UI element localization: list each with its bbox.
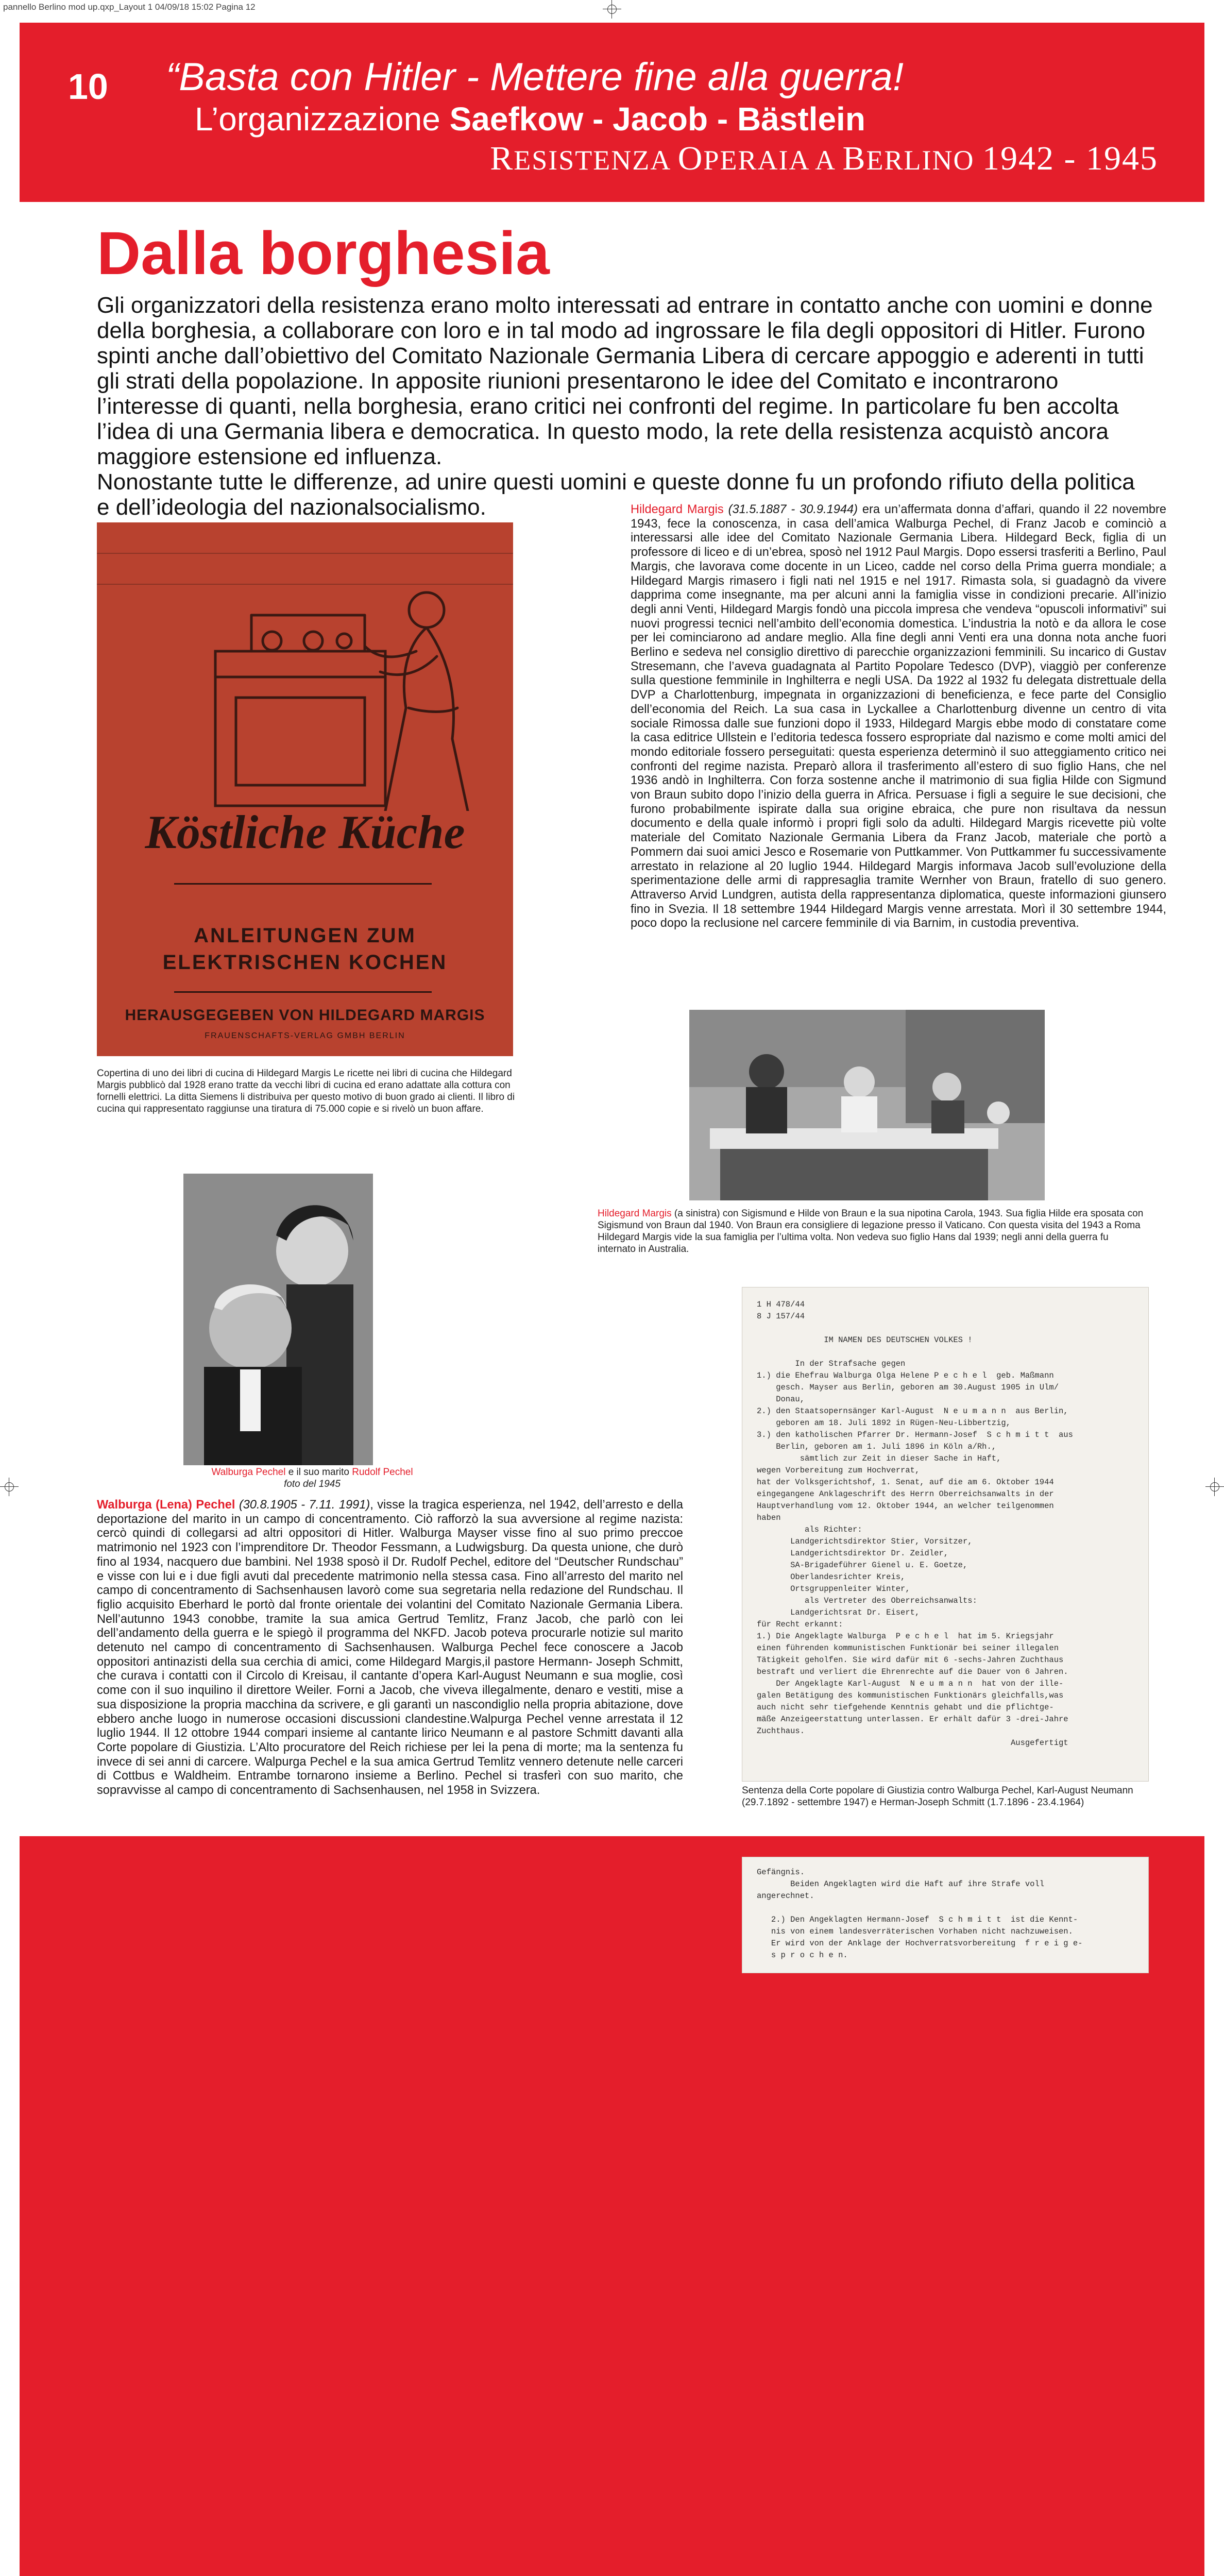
caption-rudolf: Rudolf Pechel — [352, 1467, 413, 1478]
book-caption: Copertina di uno dei libri di cucina di Hildegard Margis Le ricette nei libri di cucina che Hildegard Margis pubblicò dal 1928 erano tratte da vecchi libri di cucina ed erano adattate alla cottura con fornelli elettrici. La ditta Siemens li distribuiva per questo motivo di buon grado ai clienti. Il libro di cucina qui rappresentato raggiunse una tiratura di 75.000 copie e si rivelò un buon affare. — [97, 1068, 515, 1114]
court-document-line: Berlin, geboren am 1. Juli 1896 in Köln a/Rh., — [757, 1442, 997, 1451]
book-cover-divider — [174, 883, 432, 885]
header-organization — [195, 100, 865, 138]
registration-mark-top — [603, 0, 621, 19]
biography-margis — [631, 503, 1166, 931]
photo-family-figures — [689, 1010, 1045, 1200]
court-document-line: hat der Volksgerichtshof, 1. Senat, auf die am 6. Oktober 1944 — [757, 1478, 1054, 1487]
photo-couple-figures — [183, 1174, 373, 1465]
margis-name: Hildegard Margis — [631, 503, 724, 516]
court-document-line: eingegangene Anklageschrift des Herrn Oberreichsanwalts in der — [757, 1489, 1054, 1499]
court-document-line: Landgerichtsdirektor Dr. Zeidler, — [757, 1549, 949, 1558]
court-document-excerpt-line: 2.) Den Angeklagten Hermann-Josef S c h m i t t ist die Kennt- — [757, 1915, 1078, 1924]
caption-family-text: (a sinistra) con Sigismund e Hilde von Braun e la sua nipotina Carola, 1943. Sua figlia Hilde era sposata con Sigismund von Braun dal 1940. Von Braun era consigliere di legazione presso il Vaticano. Con questa visita del 1943 a Roma Hildegard Margis vide la sua famiglia per l’ultima volta. Non vedeva suo figlio Hans dal 1939; negli anni della guerra fu internato in Australia. — [598, 1208, 1144, 1255]
court-document-line: bestraft und verliert die Ehrenrechte auf die Dauer von 6 Jahren. — [757, 1667, 1068, 1676]
court-document-line: In der Strafsache gegen — [757, 1359, 906, 1368]
court-document-line: geboren am 18. Juli 1892 in Rügen-Neu-Libbertzig, — [757, 1418, 1011, 1428]
book-cover-publisher: FRAUENSCHAFTS-VERLAG GMBH BERLIN — [205, 1031, 405, 1040]
page-number: 10 — [68, 66, 108, 107]
court-document-line: Ortsgruppenleiter Winter, — [757, 1584, 910, 1594]
org-prefix: L’organizzazione — [195, 100, 450, 138]
book-cover-editor: HERAUSGEGEBEN VON HILDEGARD MARGIS — [125, 1007, 485, 1024]
book-cover-subtitle-1: ANLEITUNGEN ZUM — [194, 924, 416, 947]
caption-couple-mid: e il suo marito — [285, 1467, 352, 1478]
court-document-line: haben — [757, 1513, 781, 1522]
court-document-line: gesch. Mayser aus Berlin, geboren am 30.August 1905 in Ulm/ — [757, 1383, 1059, 1392]
court-document-line: Hauptverhandlung vom 12. Oktober 1944, an welcher teilgenommen — [757, 1501, 1054, 1511]
biography-pechel — [97, 1498, 683, 1798]
court-document-line: Oberlandesrichter Kreis, — [757, 1572, 906, 1582]
registration-mark-right — [1205, 1478, 1224, 1496]
court-document-line: IM NAMEN DES DEUTSCHEN VOLKES ! — [757, 1335, 973, 1345]
book-cover-divider-2 — [174, 991, 432, 993]
court-document-excerpt-text — [757, 1867, 1083, 1961]
court-document-line: Zuchthaus. — [757, 1726, 805, 1736]
court-document-line: Ausgefertigt — [757, 1738, 1068, 1748]
registration-mark-left — [0, 1478, 19, 1496]
caption-couple-date: foto del 1945 — [284, 1479, 341, 1489]
pechel-text: , visse la tragica esperienza, nel 1942, dell’arresto e della deportazione del marito in un campo di concentramento. Ciò rafforzò la sua avversione al regime nazista: cercò quindi di collegarsi ad altri oppositori di Hitler. Walburga Mayser visse fino al suo primo preccoe matrimonio nel 1923 con l’imprenditore Dr. Theodor Fessmann, a Ludwigsburg. Da questa unione, che durò fino al 1934, nacquero due bambini. Nel 1938 sposò il Dr. Rudolf Pechel, editore del “Deutscher Rundschau” e visse con lui e i due figli avuti dal precedente matrimonio nella stessa casa. Fino all’arresto del marito nel campo di concentramento di Sachsenhausen lavorò come sua segretaria nella redazione del Rundschau. Il figlio acquisito Eberhard le portò dal fronte orientale dei volantini del Comitato Nazionale Germania Libera. Nell’autunno 1943 conobbe, tramite la sua amica Gertrud Temlitz, Franz Jacob, che parlò con lei dell’andamento della guerra e le spiegò il programma del NKFD. Jacob poteva procurarle notizie sul marito detenuto nel campo di concentramento di Sachsenhausen. Walburga Pechel fece conoscere a Jacob oppositori antinazisti della sua cerchia di amici, come Hildegard Margis,il pastore Hermann- Joseph Schmitt, che curava i contatti con il Circolo di Kreisau, il cantante d’opera Karl-August Neumann e sua moglie, così come con il suo inquilino il direttore Weiler. Forni a Jacob, che viveva illegalmente, denaro e vestiti, mise a sua disposizione la propria macchina da scrivere, e gli garantì un nascondiglio nella propria abitazione, dove ebbero anche luogo in numerose occasioni discussioni clandestine.Walpurga Pechel venne arrestata il 12 luglio 1944. Il 12 ottobre 1944 compari insieme al cantante lirico Neumann e al pastore Schmitt davanti alla Corte popolare di Giustizia. L’Alto procuratore del Reich richiese per lei la pena di morte; ma la sentenza fu invece di sei anni di carcere. Walpurga Pechel e la sua amica Gertrud Temlitz vennero detenute nelle carceri di Cottbus e Waldheim. Entrambe tornarono insieme a Berlino. Pechel si trasferì con suo marito, che sopravvisse al campo di concentramento di Sachsenhausen, nel 1958 in Svizzera. — [97, 1498, 683, 1798]
book-cover-title: Köstliche Küche — [145, 806, 465, 858]
court-document-line: 1.) die Ehefrau Walburga Olga Helene P e c h e l geb. Maßmann — [757, 1371, 1054, 1380]
court-document-excerpt-line: Gefängnis. — [757, 1868, 805, 1877]
header-quote: “Basta con Hitler - Mettere fine alla guerra! — [166, 55, 904, 99]
photo-couple-caption — [183, 1466, 441, 1490]
court-document-line: 1 H 478/44 — [757, 1300, 805, 1309]
court-document-image — [742, 1287, 1149, 1782]
court-document-excerpt-line: angerechnet. — [757, 1891, 814, 1901]
book-cover-illustration — [97, 522, 513, 811]
court-document-excerpt — [742, 1857, 1149, 1973]
court-document-line — [757, 1323, 1073, 1334]
court-document-caption: Sentenza della Corte popolare di Giustizia contro Walburga Pechel, Karl-August Neumann (29.7.1892 - settembre 1947) e Herman-Joseph Schmitt (1.7.1896 - 23.4.1964) — [742, 1785, 1133, 1808]
court-document-excerpt-line: Er wird von der Anklage der Hochverratsvorbereitung f r e i g e- — [757, 1939, 1083, 1948]
court-document-line: sämtlich zur Zeit in dieser Sache in Haft, — [757, 1454, 1001, 1463]
intro-paragraph: Gli organizzatori della resistenza erano molto interessati ad entrare in contatto anche con uomini e donne della borghesia, a collaborare con loro e in tal modo ad ingrossare le fila degli oppositori di Hitler. Furono spinti anche dall’obiettivo del Comitato Nazionale Germania Libera di cercare appoggio e aderenti in tutti gli strati della popolazione. In apposite riunioni presentarono le idee del Comitato e incontrarono l’interesse di quanti, nella borghesia, erano critici nei confronti del regime. In particolare fu ben accolta l’idea di una Germania libera e democratica. In questo modo, la rete della resistenza acquistò ancora maggiore estensione ed influenza. — [97, 293, 1153, 469]
court-document-line: wegen Vorbereitung zum Hochverrat, — [757, 1466, 920, 1475]
court-document-line: als Vertreter des Oberreichsanwalts: — [757, 1596, 977, 1605]
court-document-line: SA-Brigadeführer Gienel u. E. Goetze, — [757, 1561, 968, 1570]
intro-paragraph-2: Nonostante tutte le differenze, ad unire questi uomini e queste donne fu un profondo rifiuto della politica e dell’ideologia del nazionalsocialismo. — [97, 469, 1135, 520]
court-document-line: mäße Anzeigeerstattung unterlassen. Er erhält dafür 3 -drei-Jahre — [757, 1715, 1068, 1724]
intro-text — [97, 293, 1153, 520]
court-document-line: 1.) Die Angeklagte Walburga P e c h e l hat im 5. Kriegsjahr — [757, 1632, 1054, 1641]
subtitle-operaia: PERAIA A — [703, 145, 843, 176]
caption-walburga: Walburga Pechel — [211, 1467, 286, 1478]
header-subtitle — [490, 139, 1158, 178]
court-document-line: auch nicht sehr tiefgehende Kenntnis gehabt und die pflichtge- — [757, 1703, 1054, 1712]
subtitle-cap-b: B — [842, 140, 866, 177]
pechel-dates: (30.8.1905 - 7.11. 1991) — [239, 1498, 370, 1512]
court-document-line: einen führenden kommunistischen Funktionär bei seiner illegalen — [757, 1643, 1059, 1653]
court-document-excerpt-line — [757, 1902, 1083, 1914]
court-document-text — [757, 1299, 1073, 1749]
court-document-line: Landgerichtsdirektor Stier, Vorsitzer, — [757, 1537, 973, 1546]
org-names: Saefkow - Jacob - Bästlein — [449, 100, 865, 138]
photo-pechel-couple — [183, 1174, 373, 1465]
pechel-name: Walburga (Lena) Pechel — [97, 1498, 235, 1512]
header-band — [20, 23, 1204, 202]
section-title: Dalla borghesia — [97, 219, 550, 287]
margis-text: era un’affermata donna d’affari, quando il 22 novembre 1943, fece la conoscenza, in casa dell’amica Walburga Pechel, di Franz Jacob e cominciò a interessarsi alle idee del Comitato Nazionale Germania Libera. Hildegard Beck, figlia di un professore di liceo e di un’ebrea, sposò nel 1912 Paul Margis. Dopo essersi trasferiti a Berlino, Paul Margis, che lavorava come docente in un Liceo, cadde nel corso della Prima guerra mondiale; a Hildegard Margis rimasero i figli nati nel 1915 e nel 1917. Rimasta sola, si guadagnò da vivere dapprima come insegnante, ma per alcuni anni la famiglia visse in condizioni precarie. All’inizio degli anni Venti, Hildegard Margis fondò una piccola impresa che vendeva “opuscoli informativi” sui nuovi progressi tecnici nell’ambito dell’economia domestica. L’industria la notò e da allora le cose per lei cominciarono ad andare meglio. Alla fine degli anni Venti era una donna nota anche fuori Berlino e sedeva nel consiglio direttivo di parecchie organizzazioni femminili. Su incarico di Gustav Stresemann, che l’aveva guadagnata al Partito Popolare Tedesco (DVP), viaggiò per conferenze sulla questione femminile in Inghilterra e negli USA. Da 1922 al 1932 fu delegata distrettuale della DVP a Charlottenburg, impegnata in organizzazioni di beneficienza, e fece parte del Consiglio dell’economia del Reich. La sua casa in Lyckallee a Charlottenburg divenne un centro di vita sociale Rimossa dalle sue funzioni dopo il 1933, Hildegard Margis ebbe modo di constatare come la casa editrice Ullstein e l’editoria tedesca fossero espropriate dal nazismo e come molti amici del mondo editoriale fossero perseguitati: questa esperienza determinò il suo atteggiamento critico nei confronti del regime nazista. Preparò allora il trasferimento all’estero di suo figlio Hans, che nel 1936 andò in Inghilterra. Con forza sostenne anche il matrimonio di sua figlia Hilde con Sigmund von Braun subito dopo l’inizio della guerra in Africa. Persuase i figli a seguire le sue decisioni, che furono probabilmente ispirate dalla sua origine ebraica, che pure non risultava da nessun documento e della quale informò i propri figli solo da adulti. Hildegard Margis ricevette più volte materiale del Comitato Nazionale Germania Libera da Franz Jacob, materiale che portò a Pommern dai suoi amici Jesco e Rosemarie von Puttkammer. Von Puttkammer fu successivamente arrestato in relazione al 20 luglio 1944. Hildegard Margis informava Jacob sull’evoluzione della sperimentazione delle armi di rappresaglia tramite Wernher von Braun, fratello di suo genero. Attraverso Arvid Lundgren, autista della rappresentanza diplomatica, queste informazioni giunsero fino in Svezia. Il 18 settembre 1944 Hildegard Margis venne arrestata. Morì il 30 settembre 1944, poco dopo la reclusione nel carcere femminile di via Barnim, in custodia preventiva. — [631, 503, 1166, 930]
photo-margis-family — [689, 1010, 1045, 1200]
subtitle-years: 1942 - 1945 — [982, 140, 1158, 177]
court-document-excerpt-line: nis von einem landesverräterischen Vorhaben nicht nachzuweisen. — [757, 1927, 1073, 1936]
subtitle-cap-r: R — [490, 140, 514, 177]
margis-dates: (31.5.1887 - 30.9.1944) — [728, 503, 858, 516]
court-document-line: 8 J 157/44 — [757, 1312, 805, 1321]
court-document-line: Der Angeklagte Karl-August N e u m a n n hat von der ille- — [757, 1679, 1064, 1688]
photo-family-caption — [598, 1208, 1149, 1255]
court-document-line: Landgerichtsrat Dr. Eisert, — [757, 1608, 920, 1617]
court-document-excerpt-line: Beiden Angeklagten wird die Haft auf ihre Strafe voll — [757, 1879, 1045, 1889]
book-cover-image — [97, 522, 513, 1056]
court-document-line: Donau, — [757, 1395, 805, 1404]
court-document-line: 2.) den Staatsopernsänger Karl-August N e u m a n n aus Berlin, — [757, 1406, 1068, 1416]
book-cover-subtitle-2: ELEKTRISCHEN KOCHEN — [162, 951, 448, 974]
print-slug: pannello Berlino mod up.qxp_Layout 1 04/09/18 15:02 Pagina 12 — [3, 2, 256, 12]
court-document-line: galen Betätigung des kommunistischen Funktionärs gleichfalls,was — [757, 1691, 1064, 1700]
subtitle-cap-o: O — [677, 140, 704, 177]
subtitle-berlino: ERLINO — [866, 145, 983, 176]
caption-margis-name: Hildegard Margis — [598, 1208, 672, 1219]
court-document-line: als Richter: — [757, 1525, 862, 1534]
court-document-line: 3.) den katholischen Pfarrer Dr. Hermann-Josef S c h m i t t aus — [757, 1430, 1073, 1439]
court-document-line: Tätigkeit geholfen. Sie wird dafür mit 6 -sechs-Jahren Zuchthaus — [757, 1655, 1064, 1665]
court-document-line — [757, 1346, 1073, 1358]
subtitle-resistenza: ESISTENZA — [514, 145, 678, 176]
court-document-line: für Recht erkannt: — [757, 1620, 843, 1629]
court-document-excerpt-line: s p r o c h e n. — [757, 1951, 848, 1960]
